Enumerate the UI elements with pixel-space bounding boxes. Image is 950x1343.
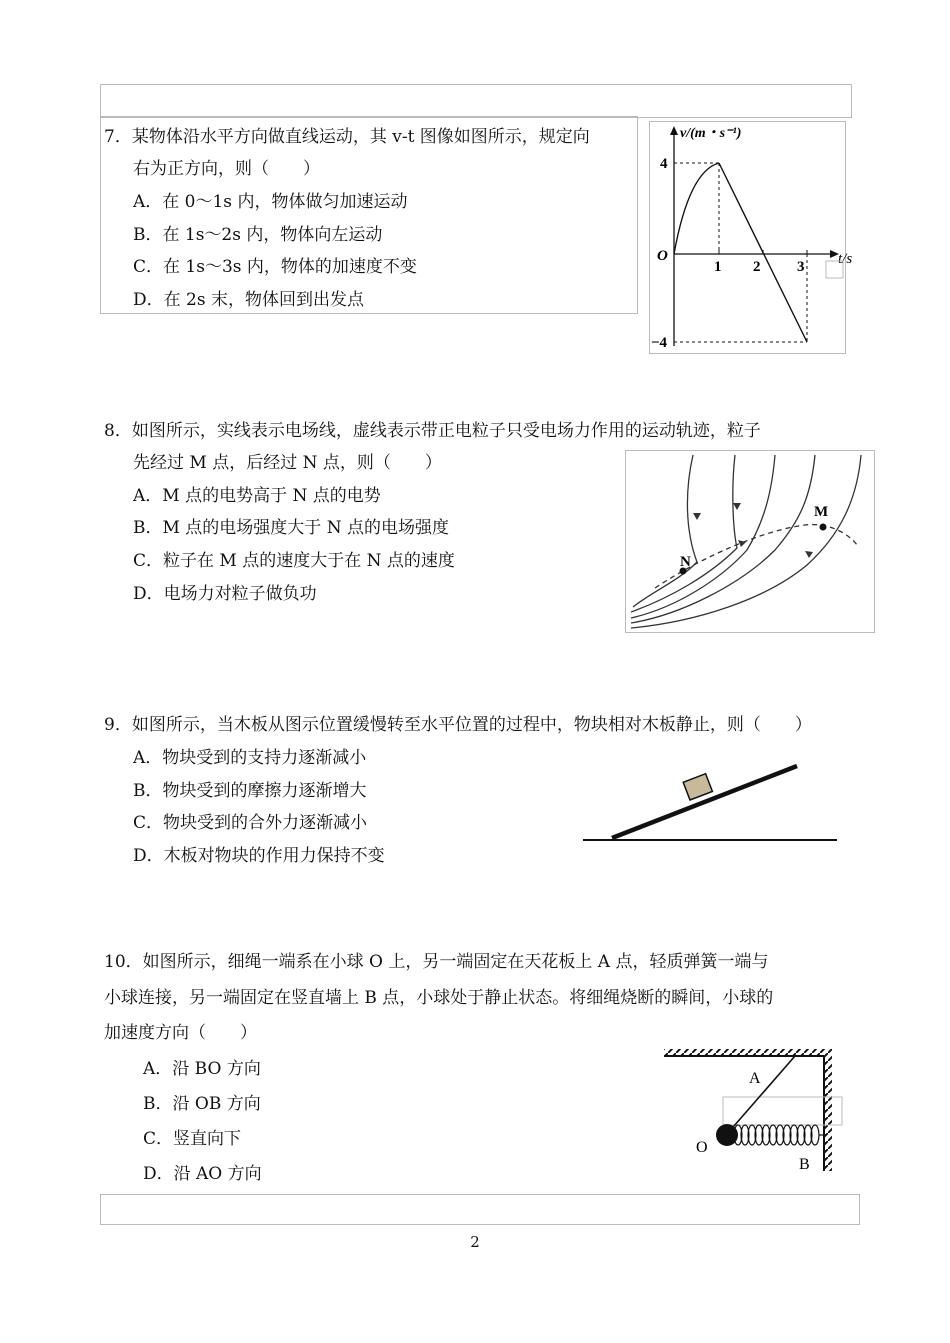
question-8-option-b: B．M 点的电场强度大于 N 点的电场强度 — [133, 518, 449, 538]
footer-box — [100, 1194, 860, 1225]
vt-y-label: v/(m・s⁻¹) — [680, 126, 742, 141]
question-7-option-d: D．在 2s 末，物体回到出发点 — [133, 290, 364, 310]
question-10-option-c: C．竖直向下 — [143, 1129, 242, 1149]
question-10-option-b: B．沿 OB 方向 — [143, 1094, 261, 1114]
question-10-option-a: A．沿 BO 方向 — [143, 1059, 261, 1079]
page-number: 2 — [470, 1233, 480, 1251]
question-10-stem-line-3: 加速度方向（ ） — [104, 1023, 257, 1043]
question-8-option-c: C．粒子在 M 点的速度大于在 N 点的速度 — [133, 551, 455, 571]
vt-tick-label-3: 3 — [797, 259, 805, 275]
vt-x-label: t/s — [838, 251, 853, 267]
question-7-option-c: C．在 1s～3s 内，物体的加速度不变 — [133, 257, 417, 277]
spring-ball-figure — [660, 1045, 845, 1175]
question-10-stem-line-2: 小球连接，另一端固定在竖直墙上 B 点，小球处于静止状态。将细绳烧断的瞬间，小球的 — [104, 988, 774, 1008]
question-9-option-c: C．物块受到的合外力逐渐减小 — [133, 813, 368, 833]
question-7-stem-line-2: 右为正方向，则（ ） — [133, 159, 320, 179]
question-7-stem-line-1: 7．某物体沿水平方向做直线运动，其 v-t 图像如图所示，规定向 — [104, 127, 590, 147]
point-m-dot — [820, 524, 827, 531]
point-m-label: M — [814, 504, 829, 520]
wall-hatch — [824, 1049, 832, 1171]
label-o: O — [696, 1139, 708, 1156]
rope — [727, 1056, 795, 1134]
question-8-option-d: D．电场力对粒子做负功 — [133, 584, 317, 604]
question-9-option-d: D．木板对物块的作用力保持不变 — [133, 846, 385, 866]
question-8-option-a: A．M 点的电势高于 N 点的电势 — [133, 486, 381, 506]
electric-field-figure — [625, 450, 875, 633]
vt-tick-label-1: 1 — [714, 259, 722, 275]
question-9-stem-line-1: 9．如图所示，当木板从图示位置缓慢转至水平位置的过程中，物块相对木板静止，则（ ） — [104, 715, 812, 735]
question-10-stem-line-1: 10．如图所示，细绳一端系在小球 O 上，另一端固定在天花板上 A 点，轻质弹簧一端与 — [104, 952, 769, 972]
vt-tick-label-4: 4 — [660, 156, 668, 172]
question-8-stem-line-2: 先经过 M 点，后经过 N 点，则（ ） — [133, 453, 442, 473]
point-n-label: N — [680, 554, 691, 570]
question-9-option-b: B．物块受到的摩擦力逐渐增大 — [133, 781, 367, 801]
vt-graph — [649, 121, 853, 354]
inclined-board-figure — [580, 760, 842, 846]
header-box — [100, 84, 852, 118]
ball-o — [716, 1124, 738, 1146]
vt-origin-label: O — [657, 248, 668, 264]
vt-tick-label-neg4: −4 — [651, 335, 668, 351]
question-10-option-d: D．沿 AO 方向 — [143, 1164, 262, 1184]
question-7-option-a: A．在 0～1s 内，物体做匀加速运动 — [133, 192, 408, 212]
question-9-option-a: A．物块受到的支持力逐渐减小 — [133, 748, 367, 768]
ceiling-hatch — [664, 1049, 824, 1056]
label-b: B — [799, 1156, 810, 1173]
question-8-stem-line-1: 8．如图所示，实线表示电场线，虚线表示带正电粒子只受电场力作用的运动轨迹，粒子 — [104, 421, 761, 441]
spring — [734, 1125, 824, 1145]
vt-tick-label-2: 2 — [753, 259, 761, 275]
block — [683, 774, 712, 800]
label-a: A — [749, 1070, 761, 1087]
question-7-option-b: B．在 1s～2s 内，物体向左运动 — [133, 225, 383, 245]
